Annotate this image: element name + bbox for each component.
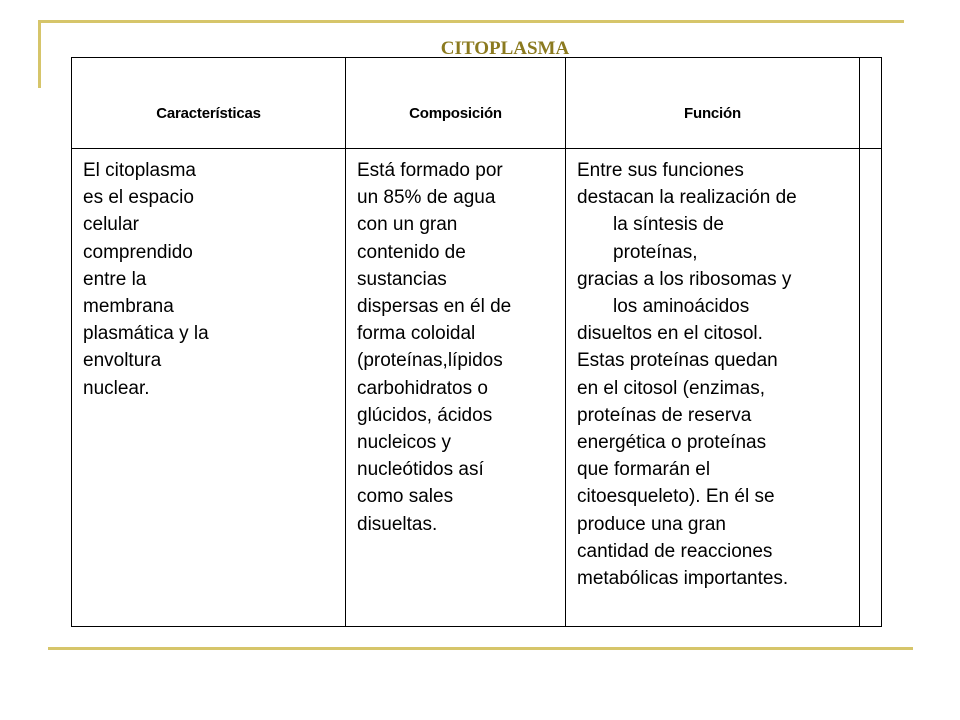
text-line: proteínas, [613,241,698,263]
header-funcion: Función [566,58,860,149]
text-line: un 85% de agua [357,187,496,209]
text-line: contenido de [357,241,466,263]
text-line: destacan la realización de [577,187,797,209]
cell-empty [860,149,882,627]
text-line: nuclear. [83,377,150,399]
table-row [72,149,882,627]
text-line: glúcidos, ácidos [357,404,493,426]
text-line: sustancias [357,268,447,290]
text-line: nucleicos y [357,432,451,454]
text-line: membrana [83,296,174,318]
text-line: proteínas de reserva [577,404,752,426]
bottom-rule [48,647,913,650]
text-line: metabólicas importantes. [577,568,789,590]
slide-title: CITOPLASMA [440,38,570,59]
text-line: cantidad de reacciones [577,540,773,562]
header-empty [860,58,882,149]
text-line: forma coloidal [357,323,476,345]
text-line: con un gran [357,214,458,236]
text-line: plasmática y la [83,323,209,345]
text-line: como sales [357,486,454,508]
text-line: Entre sus funciones [577,160,744,181]
text-line: los aminoácidos [613,296,750,318]
citoplasma-table [71,57,882,627]
text-line: disueltos en el citosol. [577,323,763,345]
text-line: nucleótidos así [357,459,484,481]
text-line: citoesqueleto). En él se [577,486,775,508]
text-line: en el citosol (enzimas, [577,377,765,399]
text-line: carbohidratos o [357,377,488,399]
cell-caracteristicas [72,149,346,627]
text-line: que formarán el [577,459,711,481]
text-line: la síntesis de [613,214,724,236]
text-line: celular [83,214,139,236]
top-rule [40,20,904,23]
header-composicion: Composición [346,58,566,149]
text-line: gracias a los ribosomas y [577,268,792,290]
text-line: (proteínas,lípidos [357,350,503,372]
text-line: produce una gran [577,513,726,535]
text-line: envoltura [83,350,162,372]
text-line: Estas proteínas quedan [577,350,778,372]
header-caracteristicas: Características [72,58,346,149]
text-line: disueltas. [357,513,438,535]
text-line: energética o proteínas [577,432,767,454]
text-line: Está formado por [357,160,503,181]
text-line: es el espacio [83,187,194,209]
text-line: entre la [83,268,147,290]
text-line: comprendido [83,241,193,263]
text-line: El citoplasma [83,160,196,181]
text-line: dispersas en él de [357,296,512,318]
cell-composicion [346,149,566,627]
cell-funcion [566,149,860,627]
header-row [72,58,882,149]
